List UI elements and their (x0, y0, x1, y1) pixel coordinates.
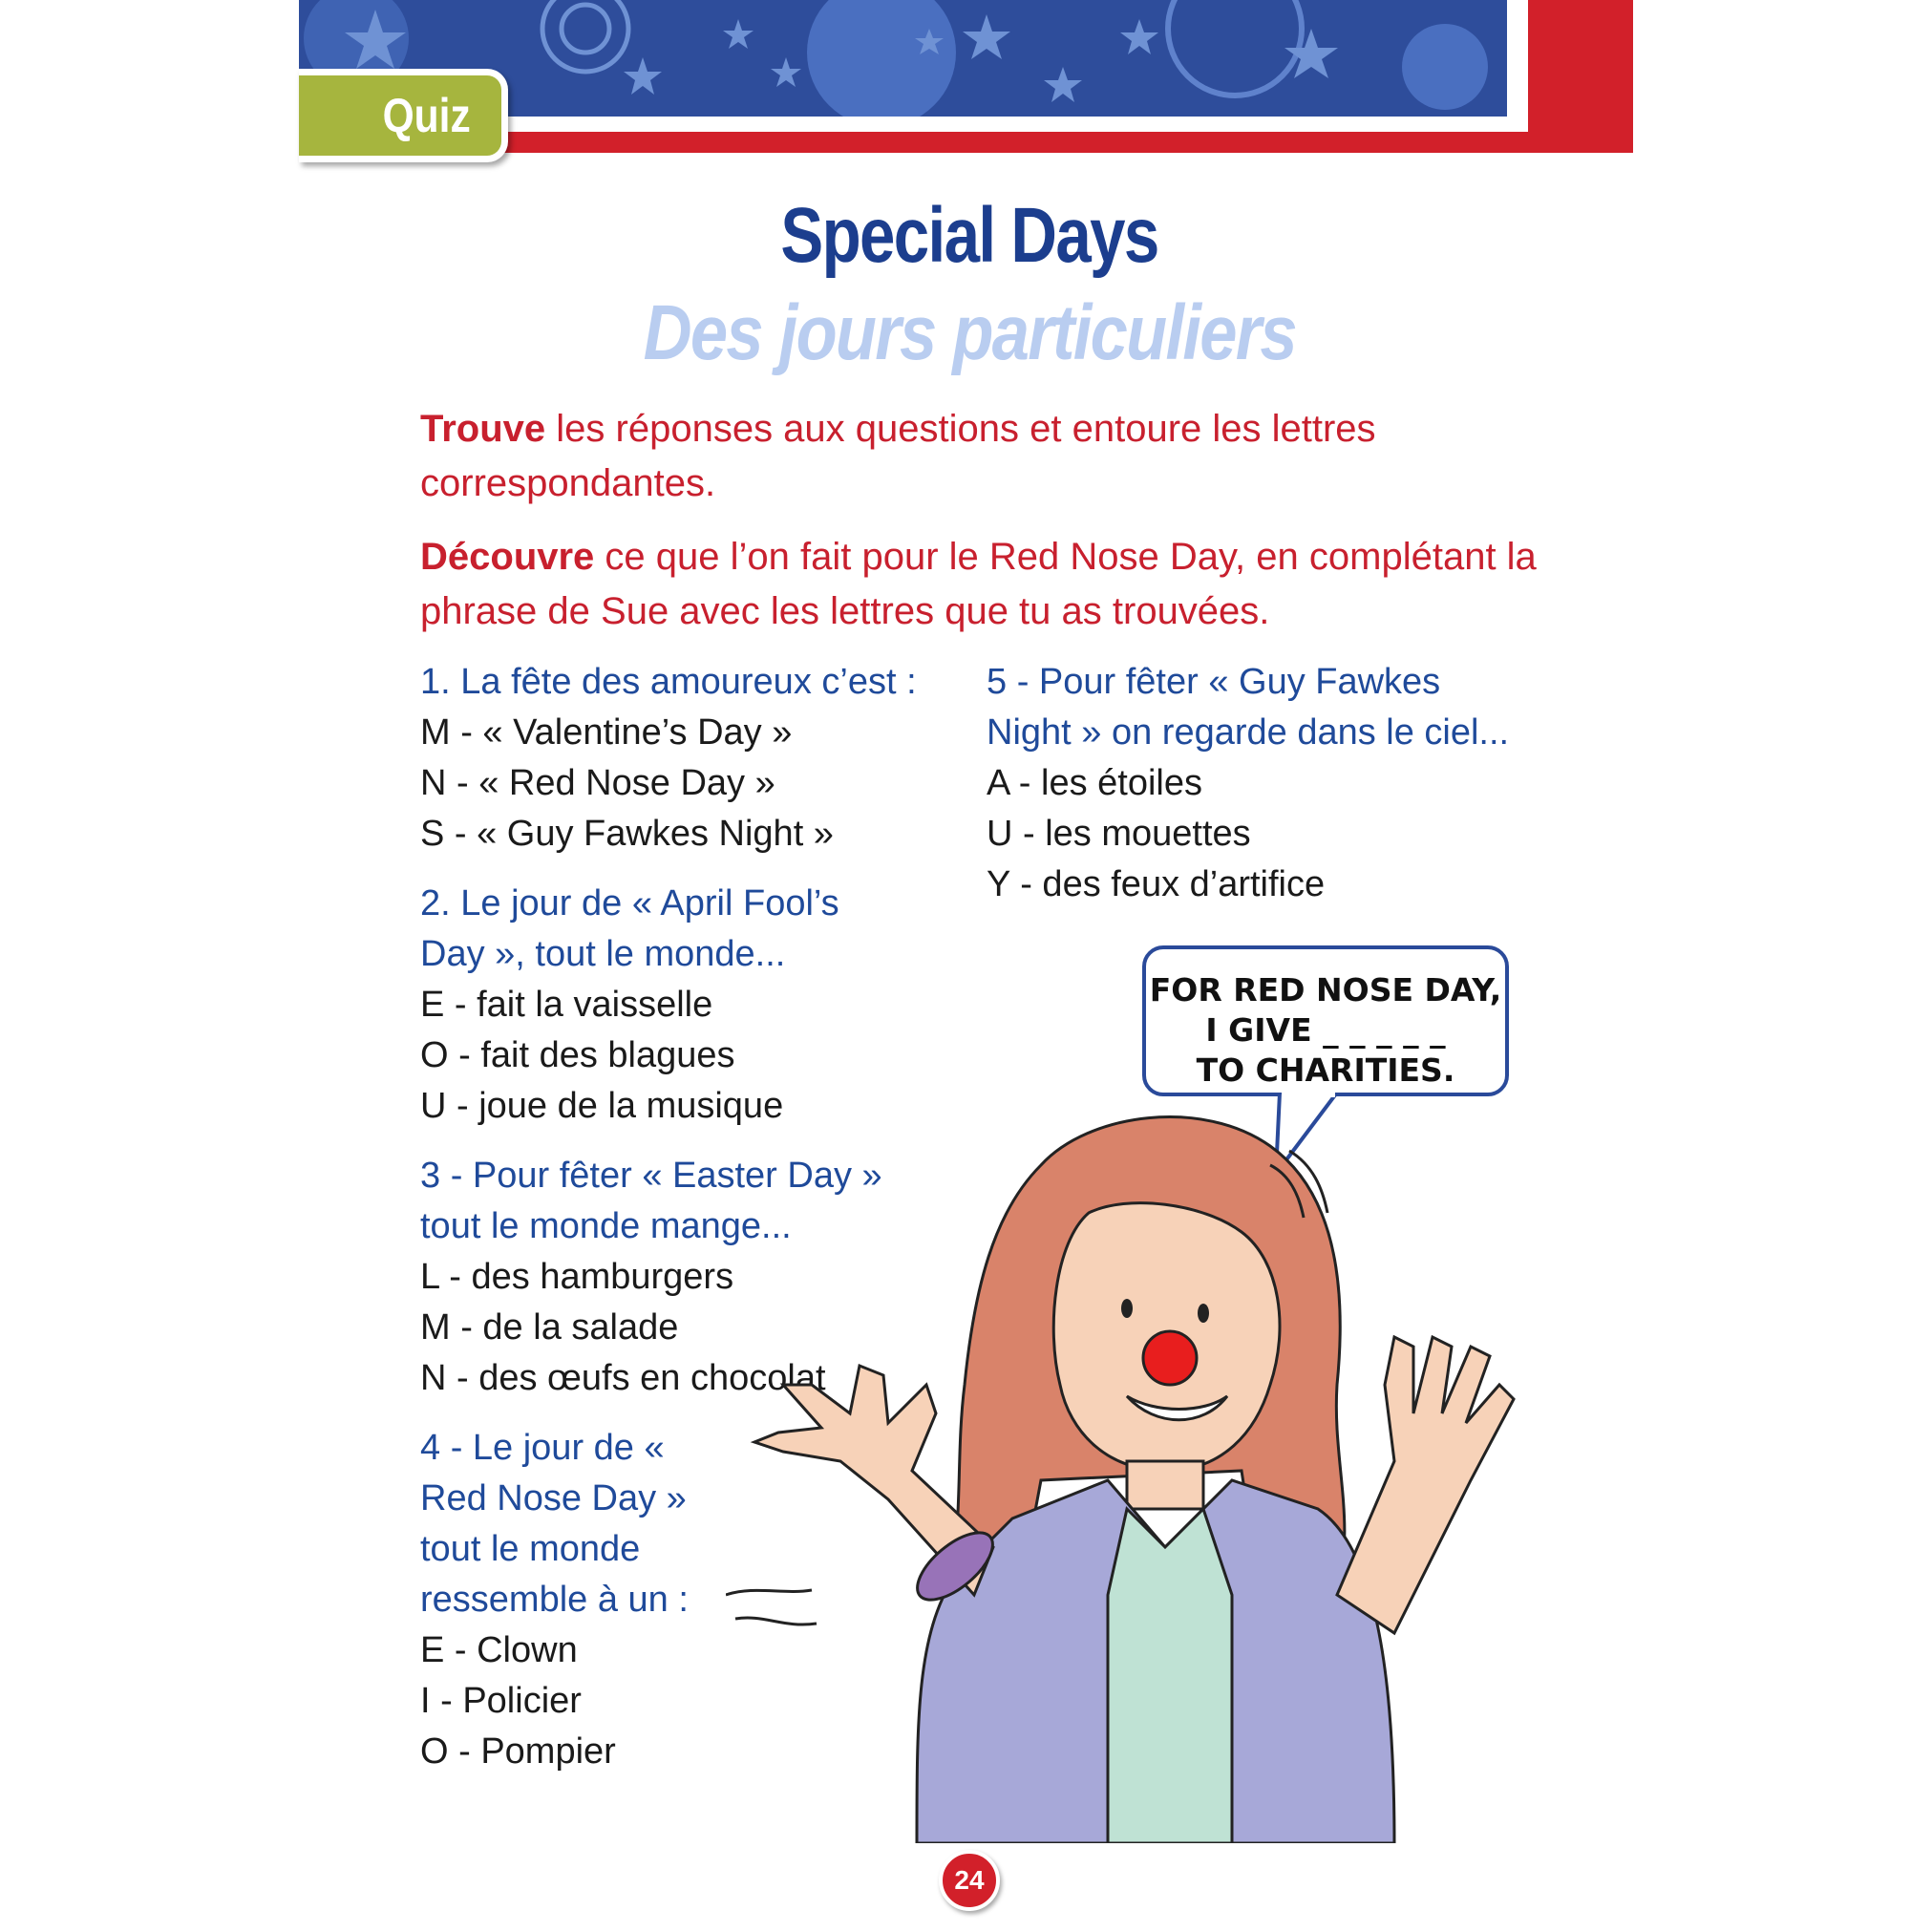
question-text: 5 - Pour fêter « Guy Fawkes Night » on regarde dans le ciel... (987, 662, 1510, 753)
question-block (420, 657, 955, 860)
answer-option[interactable]: I - Policier (420, 1681, 582, 1721)
quiz-section-tab (299, 69, 508, 162)
page-subtitle-text: Des jours particuliers (643, 289, 1296, 376)
page-title (306, 191, 1633, 281)
header-divider-vertical (1507, 0, 1528, 132)
speech-line: TO CHARITIES. (1196, 1051, 1455, 1089)
answer-option[interactable]: U - les mouettes (987, 814, 1251, 854)
speech-bubble (1142, 945, 1509, 1096)
answer-option[interactable]: N - des œufs en chocolat (420, 1358, 826, 1398)
answer-option[interactable]: E - Clown (420, 1630, 578, 1670)
speech-line: FOR RED NOSE DAY, (1149, 971, 1502, 1008)
instruction-2-verb: Découvre (420, 536, 595, 578)
page-number-badge (939, 1850, 1000, 1911)
answer-option[interactable]: A - les étoiles (987, 763, 1202, 803)
instruction-1-text: les réponses aux questions et entoure les lettres correspondantes. (420, 408, 1376, 504)
page-title-text: Special Days (780, 192, 1158, 279)
instruction-2 (420, 530, 1547, 639)
question-text: 2. Le jour de « April Fool’s Day », tout le monde... (420, 883, 839, 974)
answer-option[interactable]: N - « Red Nose Day » (420, 763, 775, 803)
answer-option[interactable]: M - de la salade (420, 1307, 679, 1348)
answer-option[interactable]: E - fait la vaisselle (420, 985, 713, 1025)
quiz-tab-label: Quiz (382, 89, 471, 142)
sue-red-nose-illustration (726, 1098, 1547, 1843)
instruction-2-text: ce que l’on fait pour le Red Nose Day, en complétant la phrase de Sue avec les lettres que tu as trouvées. (420, 536, 1537, 632)
speech-bubble-text (1146, 970, 1505, 1091)
instruction-1-verb: Trouve (420, 408, 546, 450)
answer-option[interactable]: L - des hamburgers (420, 1257, 734, 1297)
page-subtitle (306, 288, 1633, 378)
answer-option[interactable]: O - fait des blagues (420, 1035, 735, 1075)
answer-option[interactable]: U - joue de la musique (420, 1086, 784, 1126)
answer-option[interactable]: S - « Guy Fawkes Night » (420, 814, 834, 854)
question-block (987, 657, 1521, 910)
instruction-1 (420, 402, 1547, 511)
question-text: 4 - Le jour de « Red Nose Day » tout le monde ressemble à un : (420, 1428, 689, 1620)
questions-right-column (987, 657, 1521, 929)
question-block (420, 879, 869, 1132)
speech-line: I GIVE _ _ _ _ _ (1205, 1011, 1446, 1049)
question-text: 1. La fête des amoureux c’est : (420, 662, 917, 702)
question-block (420, 1423, 735, 1777)
answer-option[interactable]: M - « Valentine’s Day » (420, 712, 793, 753)
question-text: 3 - Pour fêter « Easter Day » tout le monde mange... (420, 1156, 882, 1246)
answer-option[interactable]: O - Pompier (420, 1731, 616, 1772)
page-number: 24 (954, 1865, 985, 1895)
answer-option[interactable]: Y - des feux d’artifice (987, 864, 1326, 904)
